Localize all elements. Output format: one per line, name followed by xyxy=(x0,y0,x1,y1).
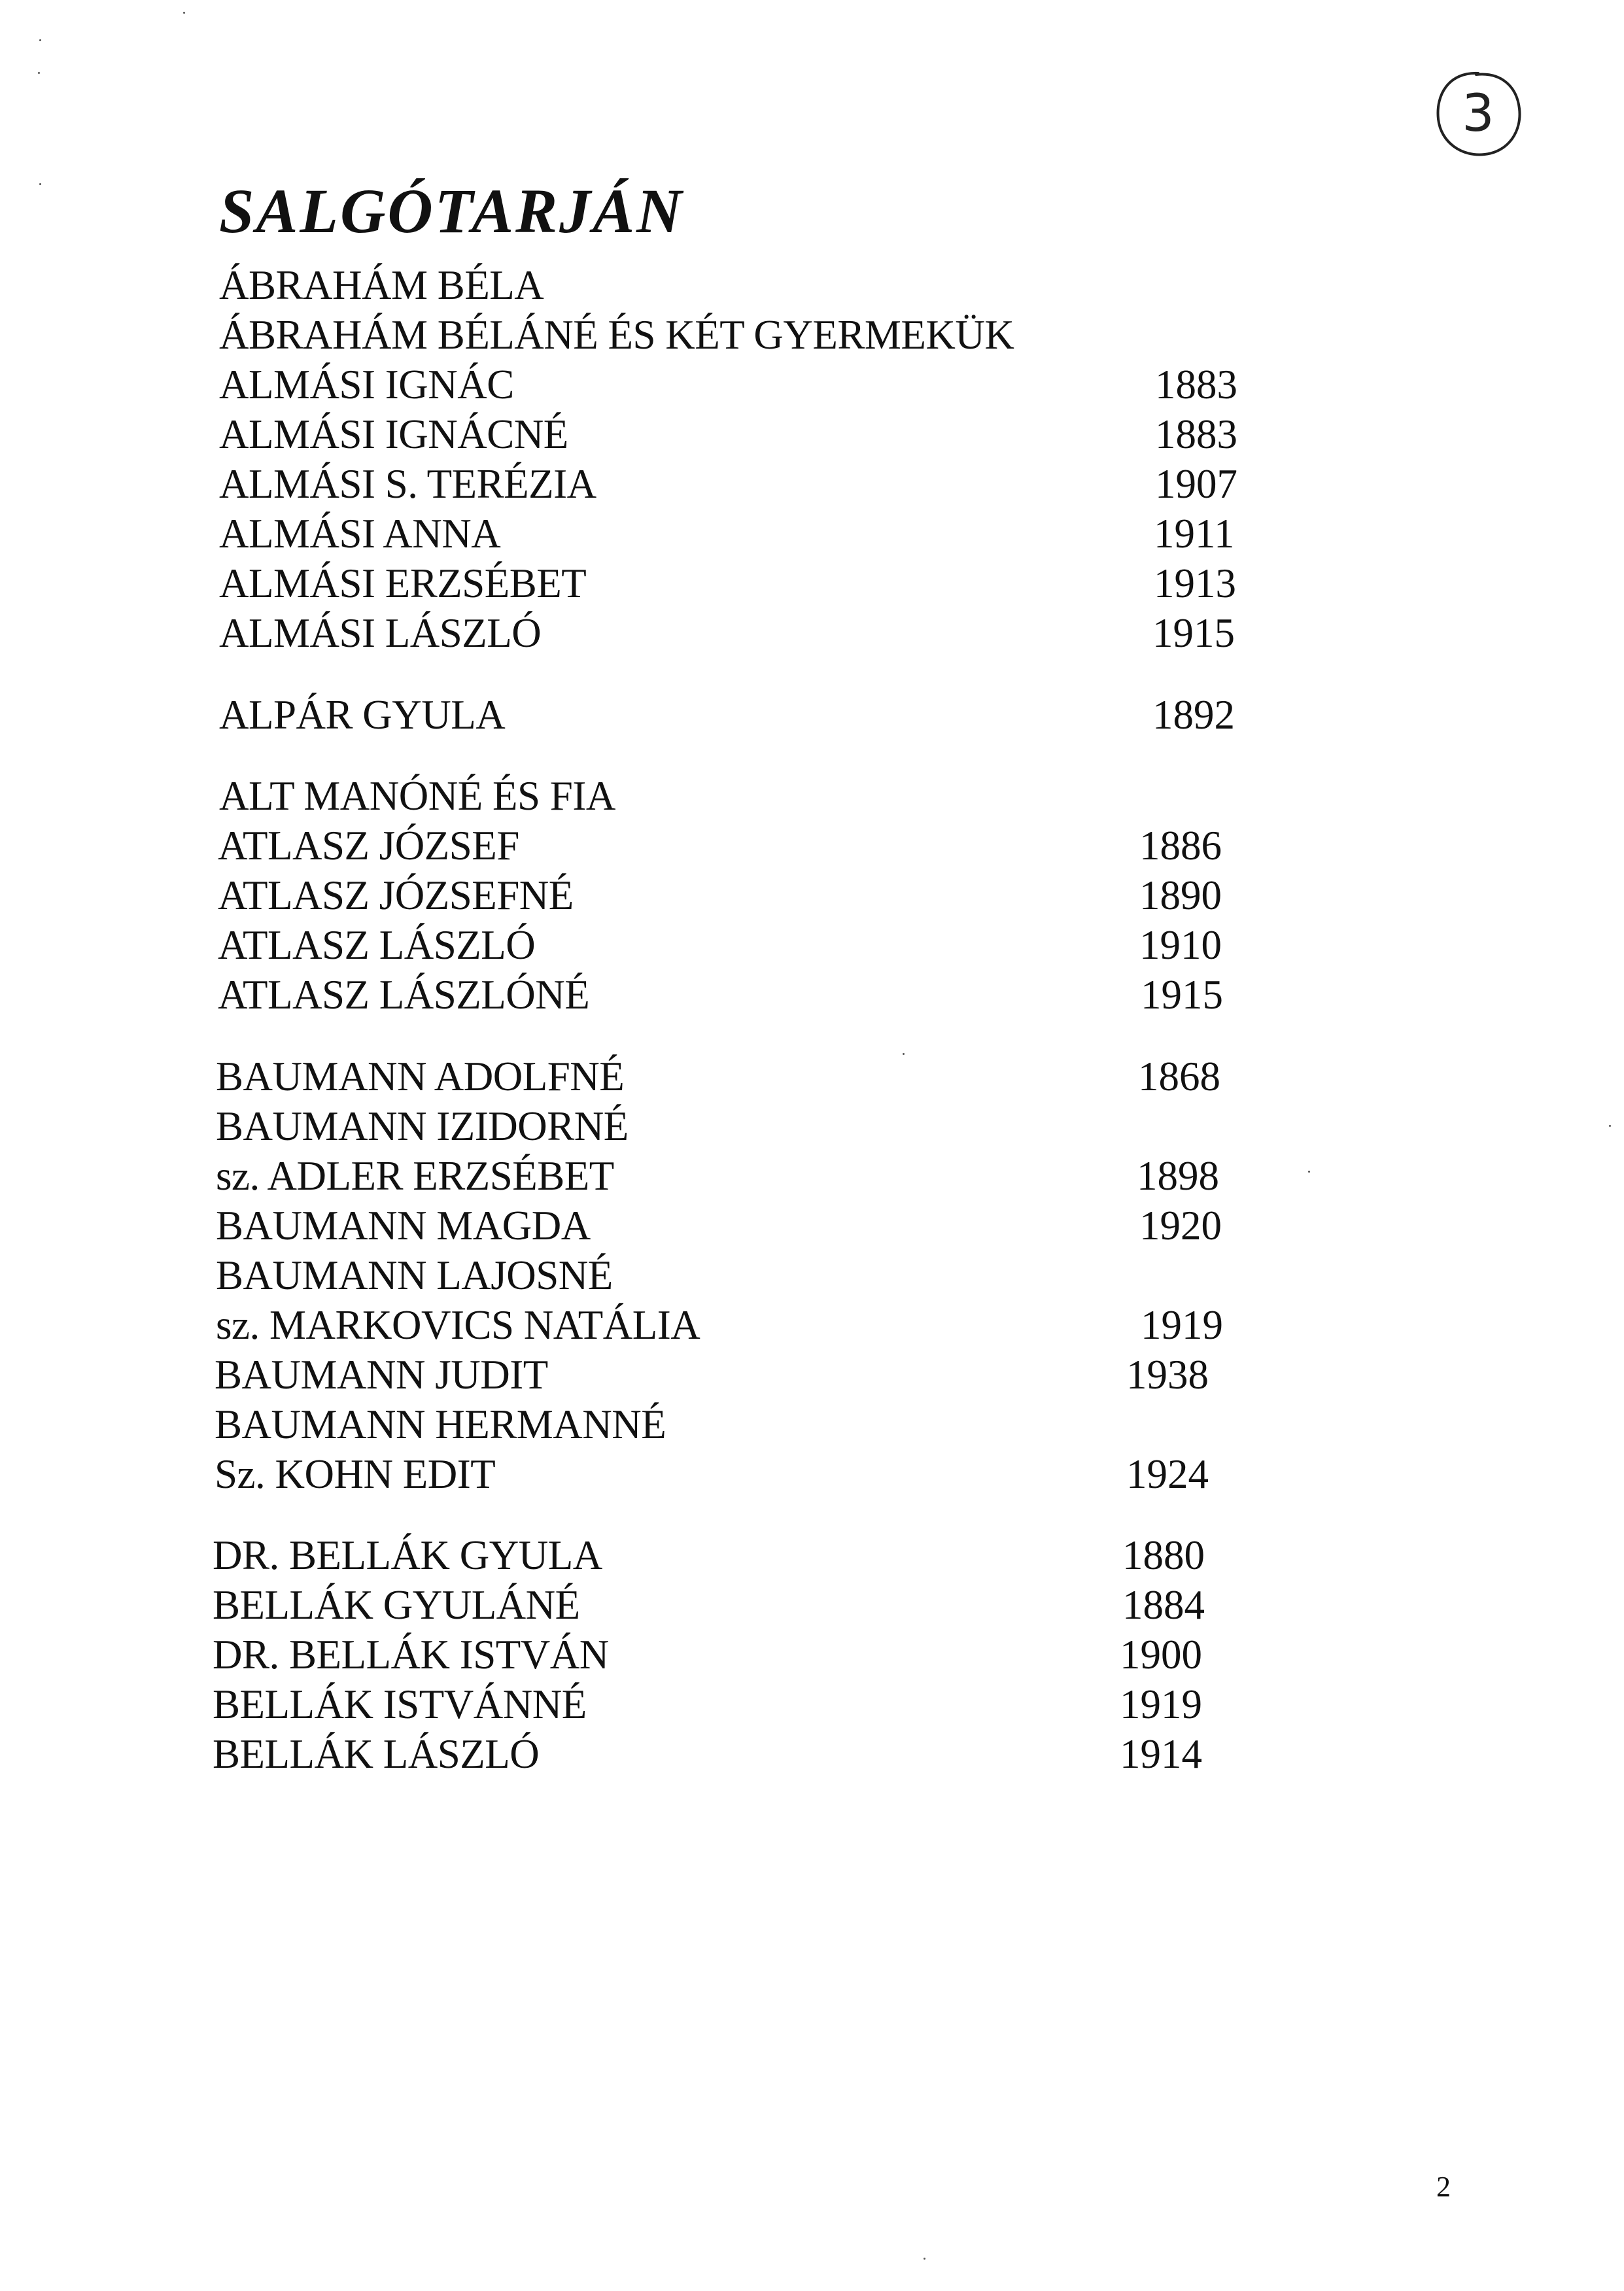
birth-year: 1907 xyxy=(1155,461,1237,507)
birth-year: 1915 xyxy=(1152,610,1235,656)
person-name: BELLÁK GYULÁNÉ xyxy=(213,1582,580,1628)
list-item xyxy=(0,610,1624,657)
list-item xyxy=(0,262,1624,309)
birth-year: 1880 xyxy=(1122,1532,1205,1578)
person-name: BELLÁK ISTVÁNNÉ xyxy=(213,1681,587,1727)
list-item xyxy=(0,1581,1624,1628)
list-item xyxy=(0,560,1624,607)
list-item xyxy=(0,1631,1624,1678)
list-item xyxy=(0,922,1624,969)
list-item xyxy=(0,1451,1624,1498)
birth-year: 1892 xyxy=(1152,692,1235,738)
list-item xyxy=(0,460,1624,508)
scan-speck xyxy=(38,72,40,74)
scan-speck xyxy=(1609,1125,1611,1127)
list-item xyxy=(0,1103,1624,1150)
list-item xyxy=(0,1053,1624,1100)
birth-year: 1883 xyxy=(1155,411,1237,457)
person-name: sz. MARKOVICS NATÁLIA xyxy=(216,1302,700,1348)
list-item xyxy=(0,772,1624,819)
person-name: BAUMANN ADOLFNÉ xyxy=(216,1054,625,1099)
birth-year: 1883 xyxy=(1155,362,1237,407)
scan-speck xyxy=(1308,1171,1310,1173)
birth-year: 1886 xyxy=(1139,823,1222,869)
scan-speck xyxy=(39,183,41,185)
list-item xyxy=(0,1202,1624,1249)
scan-speck xyxy=(183,12,185,14)
page-number: 2 xyxy=(1436,2171,1451,2203)
birth-year: 1911 xyxy=(1154,511,1235,557)
person-name: ÁBRAHÁM BÉLA xyxy=(219,262,544,308)
list-item xyxy=(0,311,1624,358)
list-item xyxy=(0,971,1624,1018)
person-name: sz. ADLER ERZSÉBET xyxy=(216,1153,614,1199)
list-item xyxy=(0,822,1624,869)
person-name: BAUMANN JUDIT xyxy=(215,1352,548,1398)
birth-year: 1900 xyxy=(1120,1632,1202,1678)
scan-speck xyxy=(39,39,41,41)
person-name: ATLASZ LÁSZLÓNÉ xyxy=(218,972,590,1018)
birth-year: 1913 xyxy=(1154,560,1236,606)
birth-year: 1919 xyxy=(1120,1681,1202,1727)
person-name: BAUMANN IZIDORNÉ xyxy=(216,1103,629,1149)
birth-year: 1914 xyxy=(1120,1731,1202,1777)
person-name: DR. BELLÁK GYULA xyxy=(213,1532,602,1578)
list-item xyxy=(0,1401,1624,1448)
list-item xyxy=(0,411,1624,458)
person-name: ÁBRAHÁM BÉLÁNÉ ÉS KÉT GYERMEKÜK xyxy=(219,312,1014,358)
circled-number-text: 3 xyxy=(1462,84,1494,143)
list-item xyxy=(0,1351,1624,1398)
person-name: ALMÁSI IGNÁC xyxy=(219,362,514,407)
person-name: BAUMANN HERMANNÉ xyxy=(215,1402,666,1447)
list-item xyxy=(0,361,1624,408)
birth-year: 1884 xyxy=(1122,1582,1205,1628)
list-item xyxy=(0,1681,1624,1728)
person-name: ALMÁSI LÁSZLÓ xyxy=(219,610,542,656)
person-name: ATLASZ LÁSZLÓ xyxy=(218,922,536,968)
list-item xyxy=(0,510,1624,557)
list-item xyxy=(0,1532,1624,1579)
person-name: ATLASZ JÓZSEF xyxy=(218,823,519,869)
list-item xyxy=(0,1252,1624,1299)
person-name: ALMÁSI IGNÁCNÉ xyxy=(219,411,568,457)
birth-year: 1910 xyxy=(1139,922,1222,968)
birth-year: 1915 xyxy=(1141,972,1223,1018)
birth-year: 1919 xyxy=(1141,1302,1223,1348)
document-title: SALGÓTARJÁN xyxy=(219,176,684,246)
person-name: ALMÁSI ANNA xyxy=(219,511,501,557)
list-item xyxy=(0,691,1624,738)
person-name: ALT MANÓNÉ ÉS FIA xyxy=(219,773,615,819)
person-name: DR. BELLÁK ISTVÁN xyxy=(213,1632,609,1678)
birth-year: 1868 xyxy=(1138,1054,1220,1099)
birth-year: 1920 xyxy=(1139,1203,1222,1249)
person-name: BAUMANN LAJOSNÉ xyxy=(216,1252,613,1298)
person-name: BELLÁK LÁSZLÓ xyxy=(213,1731,540,1777)
list-item xyxy=(0,1731,1624,1778)
person-name: Sz. KOHN EDIT xyxy=(215,1451,496,1497)
list-item xyxy=(0,872,1624,919)
birth-year: 1924 xyxy=(1126,1451,1209,1497)
person-name: ALMÁSI S. TERÉZIA xyxy=(219,461,596,507)
list-item xyxy=(0,1301,1624,1349)
birth-year: 1938 xyxy=(1126,1352,1209,1398)
list-item xyxy=(0,1152,1624,1199)
birth-year: 1898 xyxy=(1137,1153,1219,1199)
birth-year: 1890 xyxy=(1139,872,1222,918)
person-name: BAUMANN MAGDA xyxy=(216,1203,591,1249)
scan-speck xyxy=(924,2258,925,2260)
person-name: ALPÁR GYULA xyxy=(219,692,506,738)
person-name: ALMÁSI ERZSÉBET xyxy=(219,560,587,606)
person-name: ATLASZ JÓZSEFNÉ xyxy=(218,872,574,918)
scan-speck xyxy=(903,1053,905,1055)
